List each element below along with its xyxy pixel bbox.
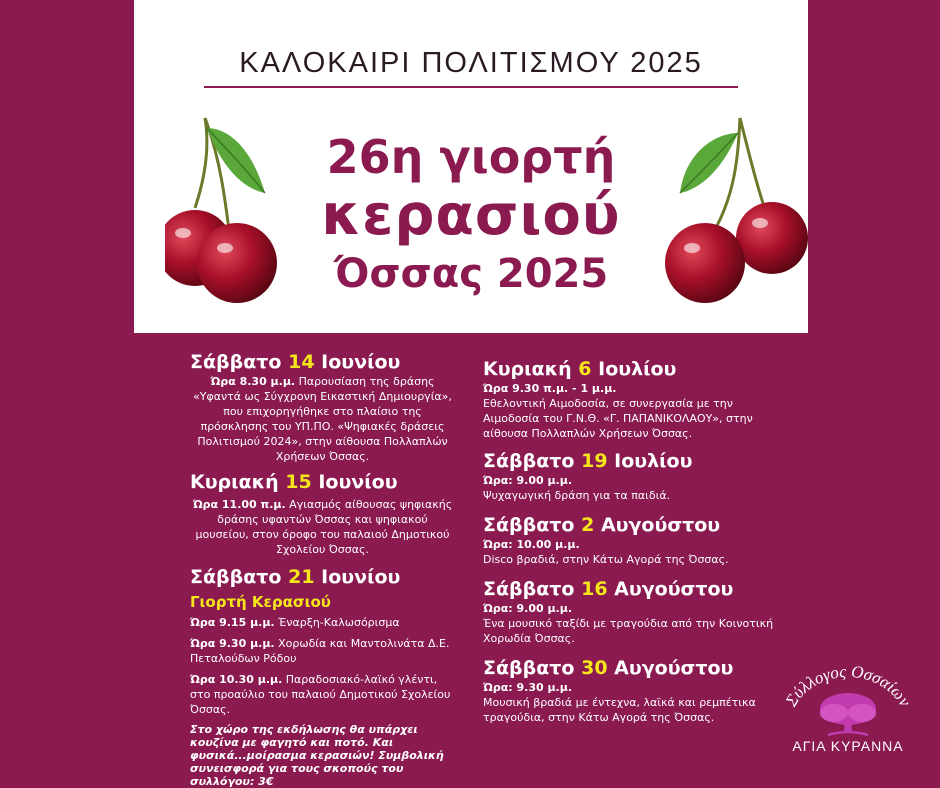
event-description: Μουσική βραδιά με έντεχνα, λαϊκά και ρεμπέτικα τραγούδια, στην Κάτω Αγορά της Όσσας. — [483, 696, 756, 724]
event-block — [483, 577, 783, 646]
event-time: Ώρα: 9.30 μ.μ. — [483, 681, 573, 694]
event-block — [483, 513, 783, 567]
cherries-left-icon — [165, 108, 285, 308]
event-time: Ώρα: 9.00 μ.μ. — [483, 474, 573, 487]
left-schedule-column — [190, 350, 455, 788]
event-description: Ένα μουσικό ταξίδι με τραγούδια από την Κοινοτική Χορωδία Όσσας. — [483, 617, 774, 645]
event-description: Disco βραδιά, στην Κάτω Αγορά της Όσσας. — [483, 553, 729, 566]
logo-name: ΑΓΙΑ ΚΥΡΑΝΝΑ — [792, 738, 904, 754]
event-description: Ψυχαγωγική δράση για τα παιδιά. — [483, 489, 671, 502]
series-title: ΚΑΛΟΚΑΙΡΙ ΠΟΛΙΤΙΣΜΟΥ 2025 — [239, 47, 703, 79]
event-date: Σάββατο 2 Αυγούστου — [483, 514, 721, 536]
event-date: Σάββατο 19 Ιουλίου — [483, 450, 693, 472]
cherries-right-icon — [660, 108, 810, 308]
event-time: Ώρα 9.30 π.μ. - 1 μ.μ. — [483, 382, 617, 395]
event-block — [483, 656, 783, 725]
title-divider — [204, 86, 738, 88]
event-date: Κυριακή 6 Ιουλίου — [483, 358, 677, 380]
tree-icon — [778, 665, 918, 740]
event-note: Στο χώρο της εκδήλωσης θα υπάρχει κουζίνα με φαγητό και ποτό. Και φυσικά...μοίρασμα κερασιών! Συμβολική συνεισφορά για τους σκοπούς του συλλόγου: 3€ — [190, 723, 444, 788]
event-time: Ώρα: 9.00 μ.μ. — [483, 602, 573, 615]
event-date: Σάββατο 30 Αυγούστου — [483, 657, 734, 679]
event-description: Ώρα 9.15 μ.μ. Έναρξη-Καλωσόρισμα — [190, 616, 400, 629]
event-block — [483, 449, 783, 503]
event-description: Ώρα 9.30 μ.μ. Χορωδία και Μαντολινάτα Δ.Ε. Πεταλούδων Ρόδου — [190, 637, 450, 665]
event-date: Σάββατο 16 Αυγούστου — [483, 578, 734, 600]
event-block — [190, 565, 455, 788]
event-block — [190, 350, 455, 464]
event-block — [483, 357, 783, 441]
event-time: Ώρα: 10.00 μ.μ. — [483, 538, 580, 551]
festival-title-line3: Όσσας 2025 — [333, 251, 609, 297]
right-schedule-column — [483, 357, 783, 725]
logo-arc-text: Σύλλογος Οσσαίων — [781, 665, 915, 710]
event-description: Ώρα 8.30 μ.μ. Παρουσίαση της δράσης «Υφαντά ως Σύγχρονη Εικαστική Δημιουργία», που επιχορηγήθηκε στο πλαίσιο της πρόσκλησης του ΥΠ.ΠΟ. «Ψηφιακές δράσεις Πολιτισμού 2024», στην αίθουσα Πολλαπλών Χρήσεων Όσσας. — [193, 375, 452, 463]
event-subtitle: Γιορτή Κερασιού — [190, 593, 331, 611]
event-block — [190, 470, 455, 557]
event-date: Σάββατο 21 Ιουνίου — [190, 566, 401, 588]
festival-title-line1: 26η γιορτή — [326, 130, 616, 184]
association-logo — [778, 665, 918, 770]
event-description: Ώρα 10.30 μ.μ. Παραδοσιακό-λαϊκό γλέντι, στο προαύλιο του παλαιού Δημοτικού Σχολείου Όσσας. — [190, 673, 451, 716]
event-date: Κυριακή 15 Ιουνίου — [190, 471, 398, 493]
event-date: Σάββατο 14 Ιουνίου — [190, 351, 401, 373]
event-description: Εθελοντική Αιμοδοσία, σε συνεργασία με την Αιμοδοσία του Γ.Ν.Θ. «Γ. ΠΑΠΑΝΙΚΟΛΑΟΥ», στην αίθουσα Πολλαπλών Χρήσεων Όσσας. — [483, 397, 753, 440]
event-description: Ώρα 11.00 π.μ. Αγιασμός αίθουσας ψηφιακής δράσης υφαντών Όσσας και ψηφιακού μουσείου, στον όροφο του παλαιού Δημοτικού Σχολείου Όσσας. — [192, 498, 453, 556]
festival-title-line2: κερασιού — [321, 183, 621, 248]
